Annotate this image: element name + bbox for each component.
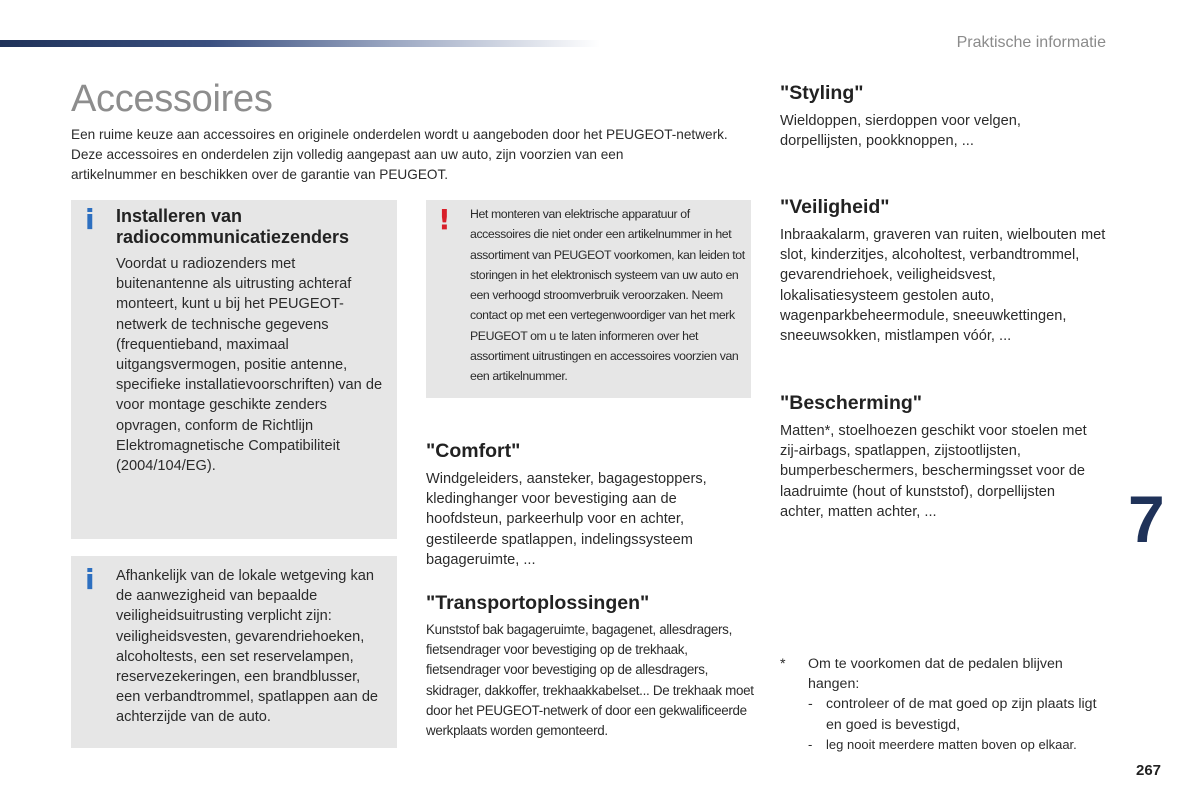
info-box-text: Voordat u radiozenders met buitenantenne als uitrusting achteraf monteert, kunt u bij het PEUGEOT-netwerk de technische gegevens (frequentieband, maximaal uitgangsvermogen, positie antenne, specifieke installatievoorschriften) van de voor montage geschikte zenders opvragen, conform de Richtlijn Elektromagnetische Compatibiliteit (2004/104/EG). <box>116 256 383 475</box>
footnote-star: * <box>780 656 786 672</box>
list-dash: - <box>808 696 813 713</box>
footnote <box>780 654 1110 755</box>
info-box-title: Installeren van radiocommunicatiezenders <box>116 206 350 247</box>
info-icon: i <box>85 563 95 596</box>
intro-line: Een ruime keuze aan accessoires en originele onderdelen wordt u aangeboden door het PEUGEOT-netwerk. <box>71 127 728 142</box>
info-icon: i <box>85 203 95 236</box>
footnote-item-text: controleer of de mat goed op zijn plaats ligt en goed is bevestigd, <box>826 696 1097 733</box>
section-text-bescherming: Matten*, stoelhoezen geschikt voor stoelen met zij-airbags, spatlappen, zijstootlijsten, bumperbeschermers, beschermingsset voor de laadruimte (hout of kunststof), dorpellijsten achter, matten achter, ... <box>780 423 1087 520</box>
info-box-legislation <box>71 556 397 748</box>
intro-paragraph <box>71 125 751 185</box>
section-title-veiligheid: "Veiligheid" <box>780 196 890 218</box>
section-text-veiligheid: Inbraakalarm, graveren van ruiten, wielbouten met slot, kinderzitjes, alcoholtest, verbandtrommel, gevarendriehoek, veiligheidsvest, lokalisatiesysteem gestolen auto, wagenparkbeheermodule, sneeuwkettingen, sneeuwsokken, mistlampen vóór, ... <box>780 227 1106 345</box>
page-number: 267 <box>1136 762 1162 779</box>
footnote-text: Om te voorkomen dat de pedalen blijven hangen: <box>808 656 1063 693</box>
section-title-comfort: "Comfort" <box>426 440 521 462</box>
footnote-item-text: leg nooit meerdere matten boven op elkaar. <box>826 736 1077 752</box>
list-dash: - <box>808 736 813 752</box>
section-label: Praktische informatie <box>956 34 1106 51</box>
chapter-number: 7 <box>1128 482 1165 556</box>
header-accent-bar <box>0 40 600 47</box>
section-text-styling: Wieldoppen, sierdoppen voor velgen, dorpellijsten, pookknoppen, ... <box>780 113 1021 150</box>
section-text-transport: Kunststof bak bagageruimte, bagagenet, allesdragers, fietsendrager voor bevestiging op de trekhaak, fietsendrager voor bevestiging op de allesdragers, skidrager, dakkoffer, trekhaakkabelset... De trekhaak moet door het PEUGEOT-netwerk of door een gekwalificeerde werkplaats worden gemonteerd. <box>426 622 754 739</box>
warning-icon: ! <box>438 203 451 236</box>
warning-text: Het monteren van elektrische apparatuur of accessoires die niet onder een artikelnummer in het assortiment van PEUGEOT voorkomen, kan leiden tot storingen in het elektronisch systeem van uw auto en een verhoogd stroomverbruik veroorzaken. Neem contact op met een vertegenwoordiger van het merk PEUGEOT om u te laten informeren over het assortiment uitrustingen en accessoires voorzien van een artikelnummer. <box>470 207 745 384</box>
intro-line: artikelnummer en beschikken over de garantie van PEUGEOT. <box>71 167 449 182</box>
section-title-styling: "Styling" <box>780 82 864 104</box>
info-box-text: Afhankelijk van de lokale wetgeving kan de aanwezigheid van bepaalde veiligheidsuitrusting verplicht zijn: veiligheidsvesten, gevarendriehoeken, alcoholtests, een set reservelampen, reservezekeringen, een brandblusser, een verbandtrommel, spatlappen aan de achterzijde van de auto. <box>116 568 379 726</box>
warning-box <box>426 200 751 398</box>
footnote-list <box>780 694 1110 755</box>
page-title: Accessoires <box>71 78 273 120</box>
section-text-comfort: Windgeleiders, aansteker, bagagestoppers, kledinghanger voor bevestiging aan de hoofdsteun, parkeerhulp voor en achter, gestileerde spatlappen, indelingssysteem bagageruimte, ... <box>426 471 707 568</box>
section-title-transport: "Transportoplossingen" <box>426 592 650 614</box>
footnote-item <box>780 694 1110 734</box>
info-box-radio <box>71 200 397 539</box>
footnote-item <box>780 735 1110 755</box>
intro-line: Deze accessoires en onderdelen zijn volledig aangepast aan uw auto, zijn voorzien van een <box>71 147 624 162</box>
section-title-bescherming: "Bescherming" <box>780 392 923 414</box>
